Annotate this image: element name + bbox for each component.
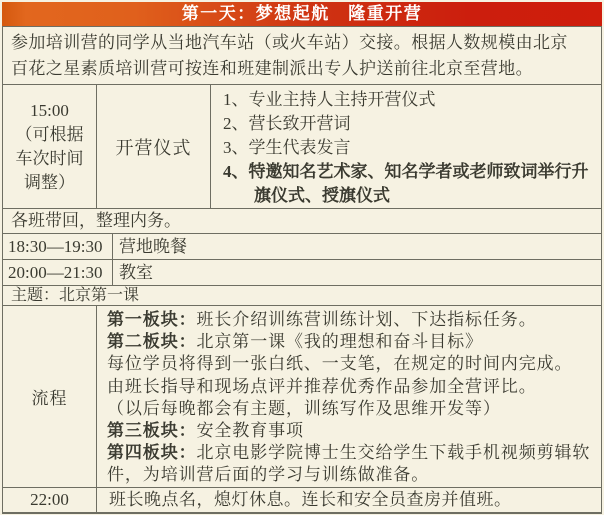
process-line: 第二板块：北京第一课《我的理想和奋斗目标》 xyxy=(107,332,483,352)
schedule-sheet xyxy=(0,2,604,515)
night-row xyxy=(3,488,601,513)
classroom-time: 20:00—21:30 xyxy=(3,260,113,285)
list-item: 3、学生代表发言 xyxy=(223,138,351,157)
ceremony-time-cell xyxy=(3,85,97,208)
process-label: 流程 xyxy=(31,389,68,408)
process-line: 第四板块：北京电影学院博士生交给学生下载手机视频剪辑软件，为培训营后面的学习与训练做准备。 xyxy=(107,443,591,485)
schedule-table xyxy=(2,26,602,514)
process-content-cell xyxy=(97,306,601,487)
night-time: 22:00 xyxy=(3,488,97,512)
day-title: 第一天：梦想起航 隆重开营 xyxy=(181,4,423,23)
process-line: 每位学员将得到一张白纸、一支笔，在规定的时间内完成。 xyxy=(107,354,573,374)
time-line: 15:00 xyxy=(30,100,69,120)
process-line: 由班长指导和现场点评并推荐优秀作品参加全营评比。 xyxy=(107,376,537,396)
ceremony-label-cell xyxy=(97,85,211,208)
night-text: 班长晚点名，熄灯休息。连长和安全员查房并值班。 xyxy=(109,490,512,509)
time-line: 调整） xyxy=(24,172,75,192)
ceremony-row xyxy=(3,85,601,209)
ceremony-items-cell xyxy=(211,85,601,208)
intro-row xyxy=(3,27,601,85)
dinner-activity: 营地晚餐 xyxy=(119,237,187,256)
process-line: （以后每晚都会有主题，训练写作及思维开发等） xyxy=(107,398,501,418)
classroom-activity: 教室 xyxy=(119,263,153,282)
tidy-row xyxy=(3,209,601,234)
process-line: 第一板块：班长介绍训练营训练计划、下达指标任务。 xyxy=(107,310,537,329)
time-line: 车次时间 xyxy=(15,148,84,168)
ceremony-label: 开营仪式 xyxy=(115,137,192,158)
process-line: 第三板块：安全教育事项 xyxy=(107,421,304,441)
tidy-text: 各班带回，整理内务。 xyxy=(11,211,181,230)
list-item: 2、营长致开营词 xyxy=(223,114,351,133)
theme-text: 主题：北京第一课 xyxy=(11,287,140,304)
dinner-row xyxy=(3,234,601,260)
theme-row xyxy=(3,286,601,306)
list-item: 4、特邀知名艺术家、知名学者或老师致词举行升旗仪式、授旗仪式 xyxy=(223,162,589,205)
dinner-time: 18:30—19:30 xyxy=(3,234,113,259)
day-title-bar xyxy=(2,2,602,26)
process-row xyxy=(3,306,601,488)
intro-text: 参加培训营的同学从当地汽车站（或火车站）交接。根据人数规模由北京百花之星素质培训营可按连和班建制派出专人护送前往北京至营地。 xyxy=(11,33,568,78)
list-item: 1、专业主持人主持开营仪式 xyxy=(223,90,436,109)
process-label-cell xyxy=(3,306,97,487)
time-line: （可根据 xyxy=(15,124,84,144)
classroom-row xyxy=(3,260,601,286)
